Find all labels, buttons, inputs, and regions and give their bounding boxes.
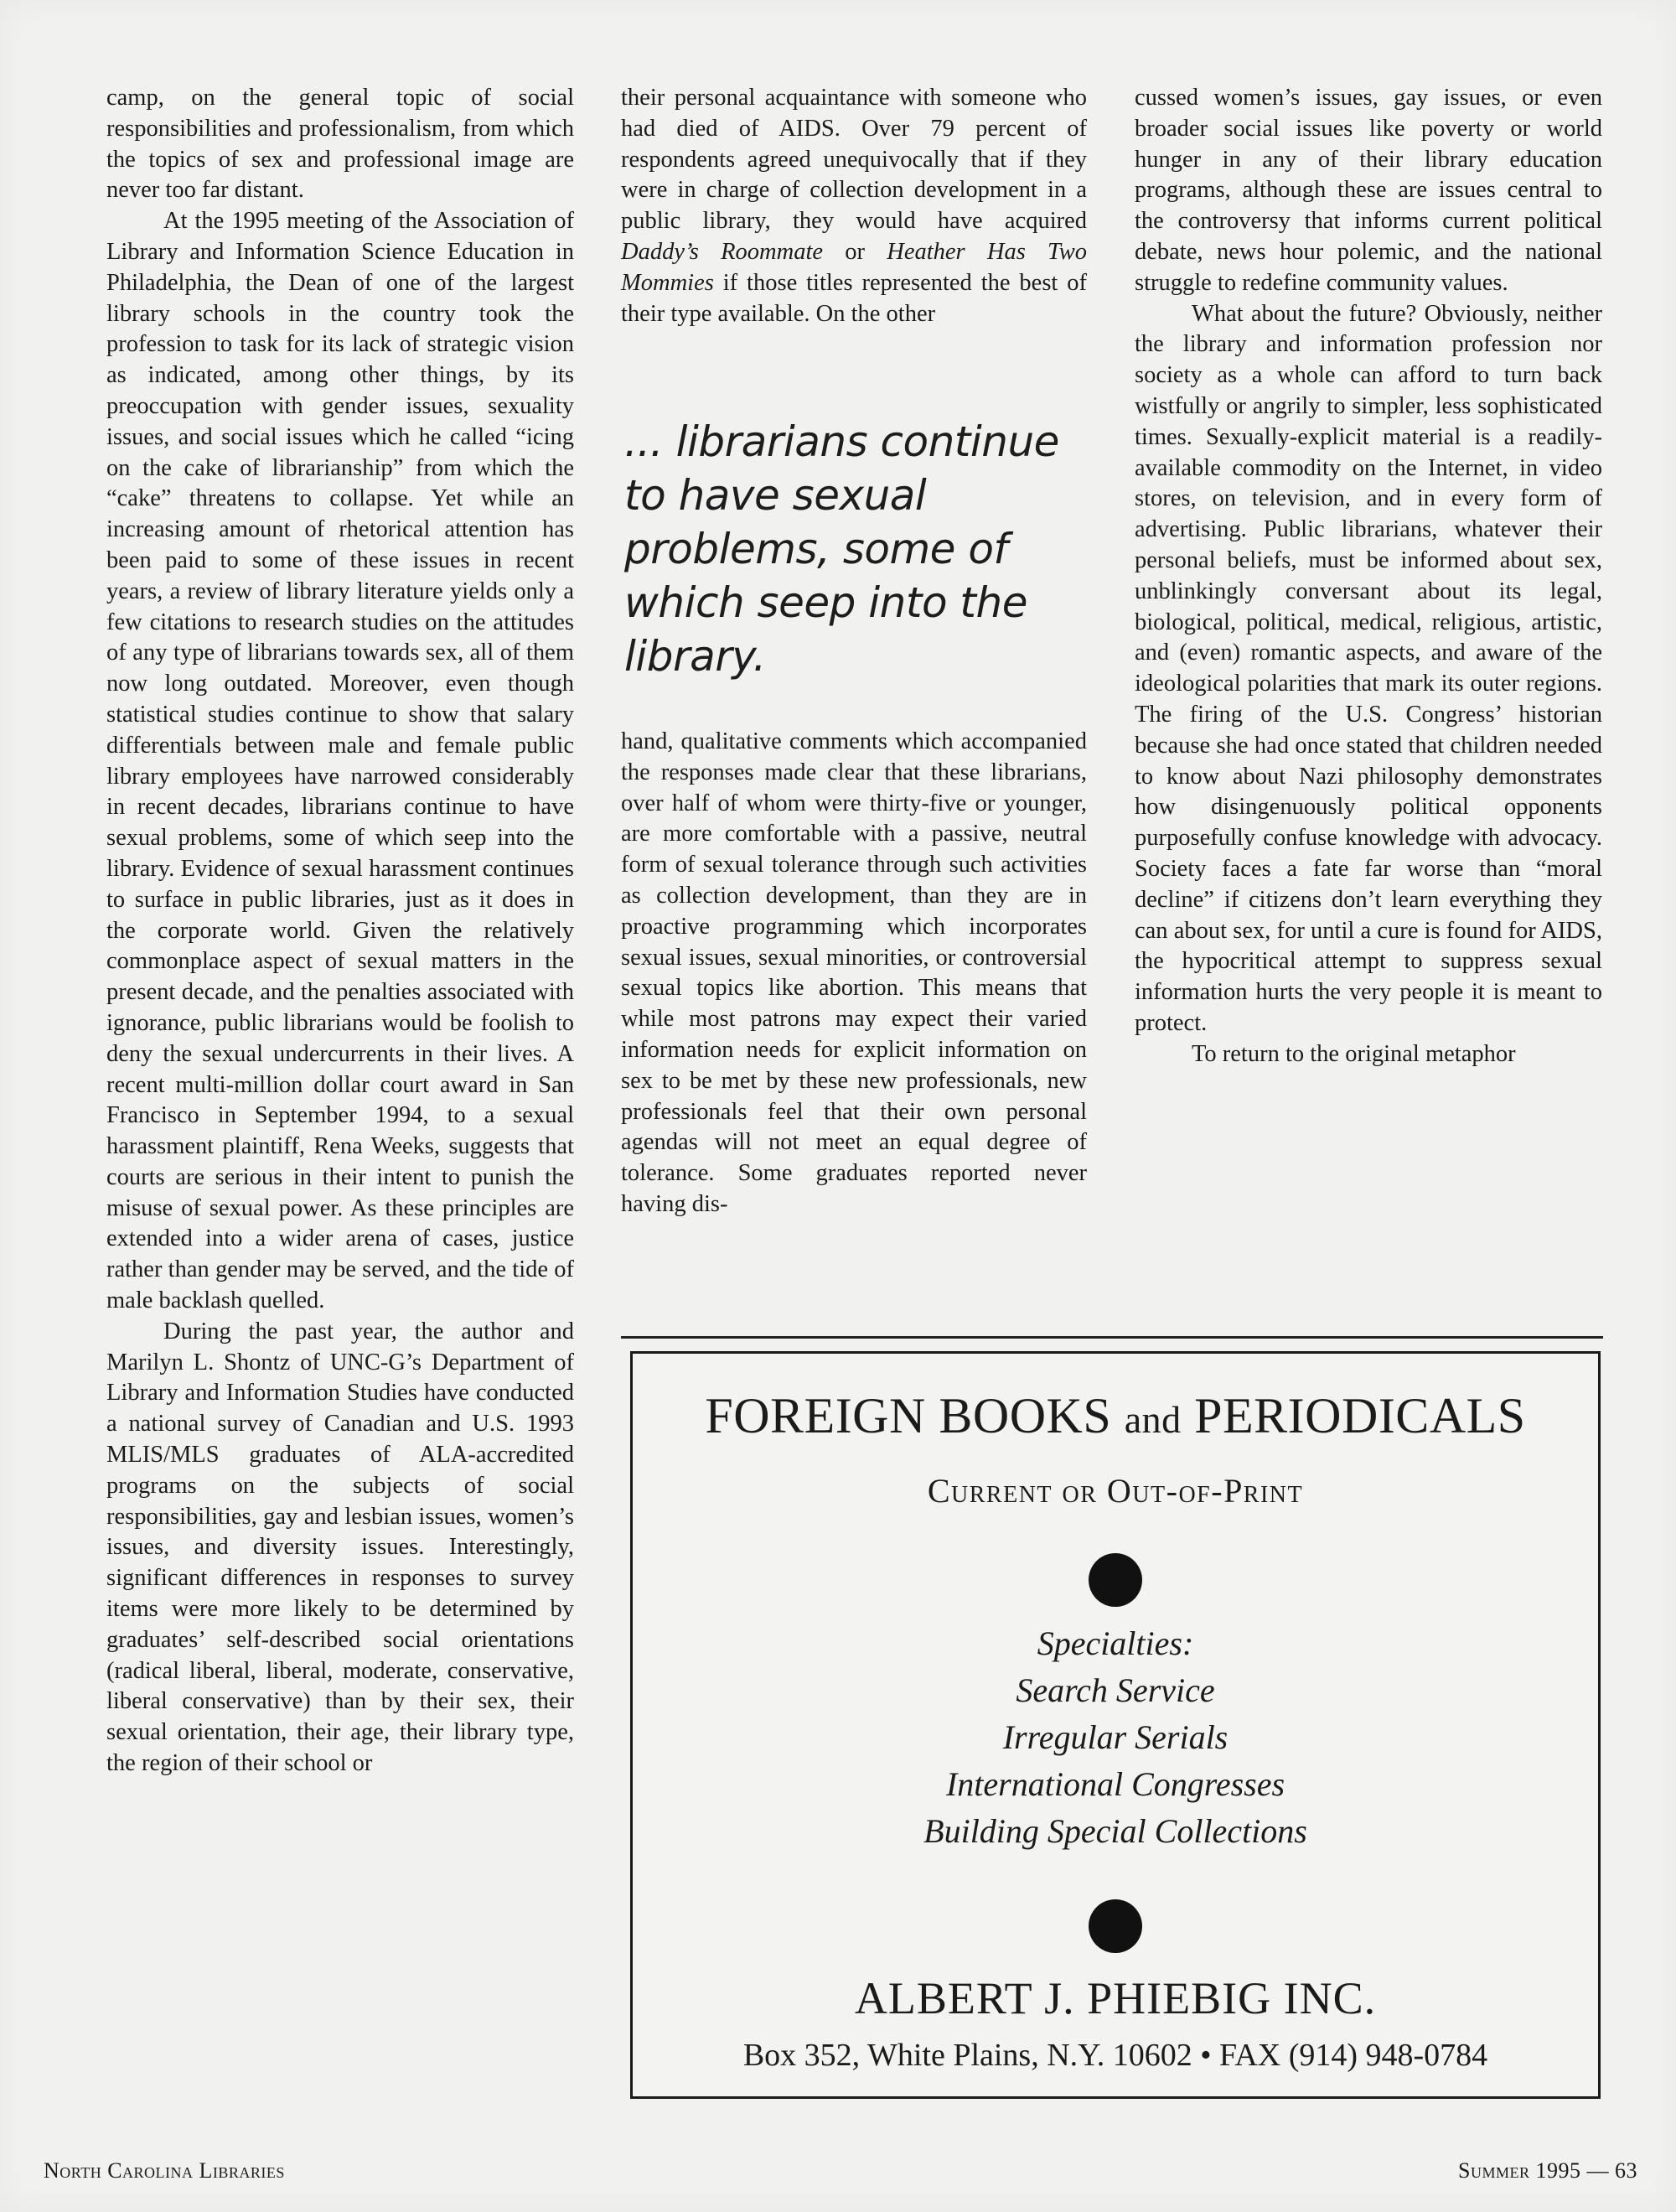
ad-company-name: ALBERT J. PHIEBIG INC. — [854, 1973, 1377, 2023]
paragraph: To return to the original metaphor — [1192, 1040, 1516, 1067]
advertisement-rule — [621, 1336, 1603, 1339]
paragraph: camp, on the general topic of social responsibilities and professionalism, from which the topics of sex and professional image are never too far distant. — [106, 85, 574, 204]
specialty-item: Irregular Serials — [1002, 1718, 1229, 1756]
book-title: Daddy’s Roommate — [621, 238, 824, 265]
ad-title-and: and — [1124, 1398, 1182, 1441]
footer-issue-page: Summer 1995 — 63 — [1458, 2158, 1637, 2183]
article-column-2-bottom — [621, 727, 1087, 1220]
specialties-heading: Specialties: — [1037, 1624, 1194, 1662]
pull-quote: ... librarians continue to have sexual problems, some of which seep into the library. — [624, 417, 1059, 681]
specialty-item: Building Special Collections — [923, 1812, 1307, 1850]
ad-title — [633, 1387, 1598, 1445]
footer-publication: North Carolina Libraries — [44, 2158, 285, 2183]
bullet-dot-icon — [1089, 1553, 1142, 1607]
ad-title-part: FOREIGN BOOKS — [705, 1388, 1112, 1443]
ad-subtitle: Current or Out-of-Print — [927, 1472, 1304, 1510]
advertisement-box — [630, 1351, 1601, 2099]
paragraph: hand, qualitative comments which accompanied the responses made clear that these librarians, over half of whom were thirty-five or younger, are more comfortable with a passive, neutral form of sexual tolerance through such activities as collection development, than they are in proactive programming which incorporates sexual issues, sexual minorities, or controversial sexual topics like abortion. This means that while most patrons may expect their varied information needs for explicit information on sex to be met by these new professionals, new professionals feel that their own personal agendas will not meet an equal degree of tolerance. Some graduates reported never having dis- — [621, 728, 1087, 1217]
paragraph: What about the future? Obviously, neither the library and information profession nor society as a whole can afford to turn back wistfully or angrily to simpler, less sophisticated times. Sexually-explicit material is a readily-available commodity on the Internet, in video stores, on television, and in every form of advertising. Public librarians, whatever their personal beliefs, must be informed about sex, unblinkingly conversant about its legal, biological, political, medical, religious, artistic, and (even) romantic aspects, and aware of the ideological polarities that mark its outer regions. The firing of the U.S. Congress’ historian because she had once stated that children needed to know about Nazi philosophy demonstrates how disingenuously political opponents purposefully confuse knowledge with advocacy. Society faces a fate far worse than “moral decline” if citizens don’t learn everything they can about sex, for until a cure is found for AIDS, the hypocritical attempt to suppress sexual information hurts the very people it is meant to protect. — [1135, 300, 1602, 1036]
text-span: if those titles represented the best of their type available. On the other — [621, 269, 1087, 327]
ad-address: Box 352, White Plains, N.Y. 10602 • FAX (914) 948-0784 — [742, 2038, 1488, 2073]
paragraph: During the past year, the author and Marilyn L. Shontz of UNC-G’s Department of Library and Information Studies have conducted a national survey of Canadian and U.S. 1993 MLIS/MLS graduates of ALA-accredited programs on the subjects of social responsibilities, gay and lesbian issues, women’s issues, and diversity issues. Interestingly, significant differences in responses to survey items were more likely to be determined by graduates’ self-described social orientations (radical liberal, liberal, moderate, conservative, liberal conservative) than by their sex, their sexual orientation, their age, their library type, the region of their school or — [106, 1318, 574, 1777]
paragraph: cussed women’s issues, gay issues, or even broader social issues like poverty or world hunger in any of their library education programs, although these are issues central to the controversy that informs current political debate, news hour polemic, and the national struggle to redefine community values. — [1135, 85, 1602, 296]
paragraph — [621, 83, 1087, 329]
ad-title-part: PERIODICALS — [1194, 1388, 1526, 1443]
specialty-item: Search Service — [1016, 1671, 1215, 1709]
article-column-1 — [106, 83, 574, 1779]
bullet-dot-icon — [1089, 1899, 1142, 1953]
text-span: or — [823, 238, 887, 265]
book-title: Heather Has Two Mommies — [621, 238, 1088, 296]
article-column-2-top — [621, 83, 1087, 329]
paragraph: At the 1995 meeting of the Association of Library and Information Science Education in Philadelphia, the Dean of one of the largest library schools in the country took the profession to task for its lack of strategic vision as indicated, among other things, by its preoccupation with gender issues, sexuality issues, and social issues which he called “icing on the cake of librarianship” from which the “cake” threatens to collapse. Yet while an increasing amount of rhetorical attention has been paid to some of these issues in recent years, a review of library literature yields only a few citations to research studies on the attitudes of any type of librarians towards sex, all of them now long outdated. Moreover, even though statistical studies continue to show that salary differentials between male and female public library employees have narrowed considerably in recent decades, librarians continue to have sexual problems, some of which seep into the library. Evidence of sexual harassment continues to surface in public libraries, just as it does in the corporate world. Given the relatively commonplace aspect of sexual matters in the present decade, and the penalties associated with ignorance, public librarians would be foolish to deny the sexual undercurrents in their lives. A recent multi-million dollar court award in San Francisco in September 1994, to a sexual harassment plaintiff, Rena Weeks, suggests that courts are serious in their intent to punish the misuse of sexual power. As these principles are extended into a wider arena of cases, justice rather than gender may be served, and the tide of male backlash quelled. — [106, 208, 574, 1314]
specialty-item: International Congresses — [945, 1765, 1285, 1803]
article-column-3 — [1135, 83, 1602, 1070]
text-span: their personal acquaintance with someone who had died of AIDS. Over 79 percent of respondents agreed unequivocally that if they were in charge of collection development in a public library, they would have acquired — [621, 85, 1087, 235]
